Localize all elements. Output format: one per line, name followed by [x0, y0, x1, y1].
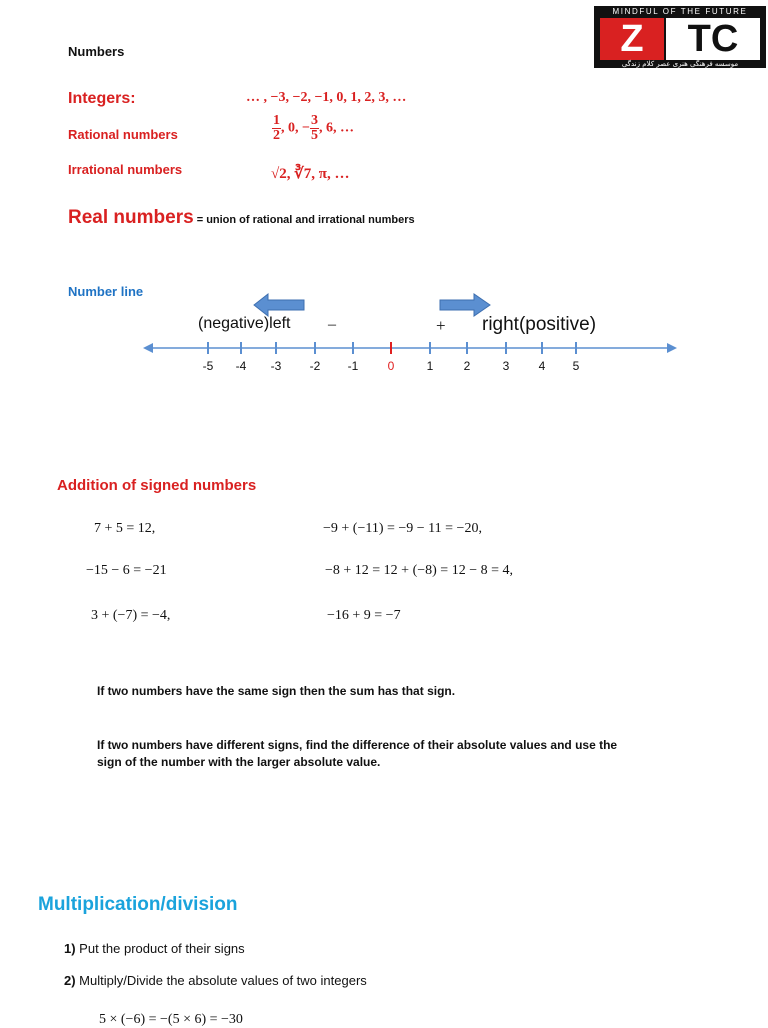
- left-arrow-icon: [254, 294, 304, 316]
- fraction-one-half: $\frac{1}{2}$: [273, 113, 280, 143]
- number-line-ticks: [203, 342, 580, 373]
- addition-heading: Addition of signed numbers: [57, 477, 257, 494]
- tick-label: 3: [502, 359, 510, 373]
- real-numbers-label: Real numbers: [68, 207, 194, 228]
- number-line-right-arrowhead: [667, 343, 677, 353]
- plus-sign: +: [436, 316, 446, 335]
- multiplication-heading: Multiplication/division: [38, 894, 238, 915]
- logo-tc: TC: [666, 18, 760, 60]
- logo-tagline: MINDFUL OF THE FUTURE: [612, 7, 748, 16]
- positive-right-label: right(positive): [482, 314, 597, 335]
- addition-rule-different-sign-1: If two numbers have different signs, find the difference of their absolute values and use the: [97, 738, 618, 752]
- tick-label: -2: [309, 359, 321, 373]
- addition-eq2: −9 + (−11) = −9 − 11 = −20,: [323, 521, 482, 536]
- addition-eq5: 3 + (−7) = −4,: [91, 608, 171, 623]
- number-line-left-arrowhead: [143, 343, 153, 353]
- tick-label: 4: [538, 359, 546, 373]
- rational-value: $\frac{1}{2}$ , 0, − $\frac{3}{5}$ , 6, …: [273, 113, 354, 143]
- tick-label: -1: [347, 359, 359, 373]
- ztc-logo: [594, 6, 766, 68]
- tick-label: -5: [202, 359, 214, 373]
- addition-eq4: −8 + 12 = 12 + (−8) = 12 − 8 = 4,: [325, 563, 513, 578]
- tick-label: 0: [387, 359, 395, 373]
- multiplication-example: 5 × (−6) = −(5 × 6) = −30: [99, 1012, 243, 1027]
- irrational-value: √2, ∛7, π, …: [271, 166, 350, 182]
- numbers-heading: Numbers: [68, 44, 125, 59]
- integers-label: Integers:: [68, 90, 136, 107]
- tick-label: 5: [572, 359, 580, 373]
- real-numbers-desc: = union of rational and irrational numbers: [193, 214, 415, 226]
- real-numbers-line: [68, 207, 415, 229]
- minus-sign: –: [328, 316, 336, 333]
- tick-label: -3: [270, 359, 282, 373]
- multiplication-step2: 2) Multiply/Divide the absolute values of two integers: [64, 973, 367, 988]
- multiplication-step1: 1) Put the product of their signs: [64, 941, 245, 956]
- addition-rule-same-sign: If two numbers have the same sign then the sum has that sign.: [97, 684, 456, 698]
- fraction-three-fifths: $\frac{3}{5}$: [310, 113, 318, 143]
- integers-value: … , −3, −2, −1, 0, 1, 2, 3, …: [246, 90, 407, 105]
- tick-label: 1: [426, 359, 434, 373]
- logo-subtitle: موسسه فرهنگی هنری عصر کلام زندگی: [621, 60, 739, 68]
- rational-label: Rational numbers: [68, 127, 178, 142]
- right-arrow-icon: [440, 294, 490, 316]
- tick-label: -4: [235, 359, 247, 373]
- irrational-label: Irrational numbers: [68, 162, 183, 177]
- addition-eq6: −16 + 9 = −7: [327, 608, 401, 623]
- addition-eq1: 7 + 5 = 12,: [94, 521, 156, 536]
- number-line-heading: Number line: [68, 284, 144, 299]
- addition-rule-different-sign-2: sign of the number with the larger absolute value.: [97, 755, 381, 769]
- negative-left-label: (negative)left: [198, 315, 291, 332]
- tick-label: 2: [463, 359, 471, 373]
- logo-z: Z: [600, 18, 664, 60]
- addition-eq3: −15 − 6 = −21: [86, 563, 167, 578]
- number-line: [0, 290, 768, 390]
